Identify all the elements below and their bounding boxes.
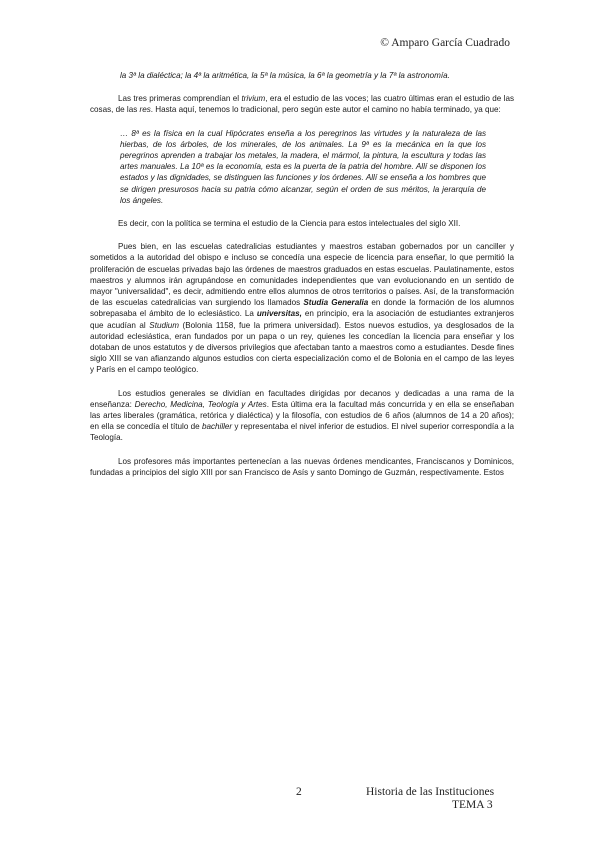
quote-liberal-arts-end: la 3ª la dialéctica; la 4ª la aritmética, la 5ª la música, la 6ª la geometría y la 7ª la astronomía. (120, 71, 450, 80)
footer-course-title: Historia de las Instituciones (366, 786, 495, 798)
footer-tema: TEMA 3 (452, 799, 493, 811)
paragraph-mendicant-orders: Los profesores más importantes pertenecían a las nuevas órdenes mendicantes, Franciscanos y Dominicos, fundadas a principios del siglo XIII por san Francisco de Asís y santo Domingo de Guzmán, respectivamente. Estos (90, 456, 514, 477)
footer-course-info (366, 786, 500, 812)
paragraph-general-studies: Los estudios generales se dividían en facultades dirigidas por decanos y dedicadas a una rama de la enseñanza: Derecho, Medicina, Teología y Artes. Esta última era la facultad más concurrida y en ella se enseñaban las artes liberales (gramática, retórica y dialéctica) y la filosofía, con estudios de 6 años (alumnos de 14 a 20 años); en ella se concedía el título de bachiller y representaba el nivel inferior de estudios. El nivel superior correspondía a la Teología. (90, 388, 515, 443)
copyright-header: © Amparo García Cuadrado (380, 37, 510, 49)
document-body (90, 70, 514, 478)
paragraph-politics: Es decir, con la política se termina el estudio de la Ciencia para estos intelectuales del siglo XII. (118, 219, 461, 229)
paragraph-trivium-quadrivium: Las tres primeras comprendían el trivium, era el estudio de las voces; las cuatro últimas eran el estudio de las cosas, de las res. Hasta aquí, tenemos lo tradicional, pero según este autor el camino no había terminado, ya que: (90, 94, 515, 115)
paragraph-cathedral-schools: Pues bien, en las escuelas catedralicias estudiantes y maestros estaban gobernados por un canciller y sometidos a la autoridad del obispo e incluso se concedía una especie de licencia para enseñar, lo que permitió la proliferación de escuelas privadas bajo las órdenes de maestros graduados en estas escuelas. Paulatinamente, estos maestros y alumnos irán agrupándose en comunidades independientes que van evolucionando en un sentido de mayor "universalidad", es decir, admitiendo entre ellos alumnos de otros territorios o países. Así, de la transformación de las escuelas catedralicias van surgiendo los llamados Studia Generalia en donde la formación de los alumnos sobrepasaba el ámbito de lo eclesiástico. La universitas, en principio, era la asociación de estudiantes extranjeros que acudían al Studium (Bolonia 1158, fue la primera universidad). Estos nuevos estudios, ya desglosados de la autoridad eclesiástica, eran fundados por un papa o un rey, quienes les concedían la licencia para enseñar y los dotaban de unos estatutos y de diversos privilegios que afectaban tanto a maestros como a estudiantes. Desde fines siglo XIII se van afianzando algunos estudios con cierta especialización como el de Bolonia en el campo de las leyes y París en el campo teológico. (90, 242, 515, 375)
page-number: 2 (296, 786, 302, 798)
quote-physics-mechanics-economy: … 8ª es la física en la cual Hipócrates enseña a los peregrinos las virtudes y la naturaleza de las hierbas, de los árboles, de los minerales, de los animales. La 9ª es la mecánica en la que los peregrinos aprenden a trabajar los metales, la madera, el mármol, la pintura, la escultura y todas las artes manuales. La 10ª es la economía, esta es la puerta de la patria del hombre. Allí se disponen los estados y las dignidades, se distinguen las funciones y los órdenes. Allí se enseña a los hombres que se dirigen presurosos hacia su patria cómo alcanzar, según el orden de sus méritos, la jerarquía de los ángeles. (120, 128, 486, 205)
